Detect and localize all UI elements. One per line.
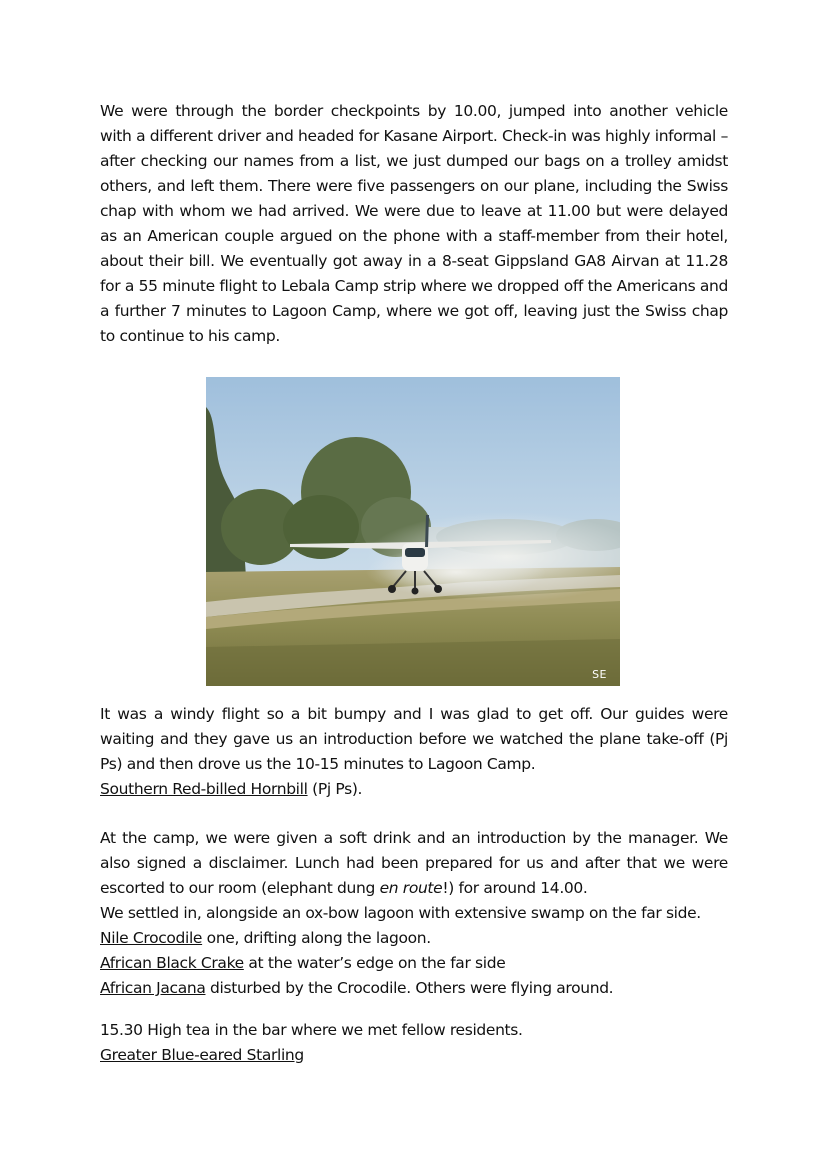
camp-text-italic: en route <box>379 879 443 897</box>
species-link-jacana[interactable]: African Jacana <box>100 979 206 997</box>
croc-note: one, drifting along the lagoon. <box>202 929 431 947</box>
jacana-note: disturbed by the Crocodile. Others were flying around. <box>205 979 614 997</box>
crake-note: at the water’s edge on the far side <box>243 954 506 972</box>
camp-text-a: At the camp, we were given a soft drink and an introduction by the manager. We also signed a disclaimer. Lunch had been prepared for us and after that we were escorted to our room (elephant dung <box>100 829 728 897</box>
airstrip-photo <box>206 377 620 686</box>
tea-line: 15.30 High tea in the bar where we met fellow residents. <box>100 1021 523 1039</box>
photo-credit: SE <box>592 668 607 681</box>
paragraph-airport-flight: We were through the border checkpoints by 10.00, jumped into another vehicle with a different driver and headed for Kasane Airport. Check-in was highly informal – after checking our names from a list, we just dumped our bags on a trolley amidst others, and left them. There were five passengers on our plane, including the Swiss chap with whom we had arrived. We were due to leave at 11.00 but were delayed as an American couple argued on the phone with a staff-member from their hotel, about their bill. We eventually got away in a 8-seat Gippsland GA8 Airvan at 11.28 for a 55 minute flight to Lebala Camp strip where we dropped off the Americans and a further 7 minutes to Lagoon Camp, where we got off, leaving just the Swiss chap to continue to his camp. <box>100 102 728 345</box>
species-link-starling[interactable]: Greater Blue-eared Starling <box>100 1046 304 1064</box>
settled-line: We settled in, alongside an ox-bow lagoon with extensive swamp on the far side. <box>100 904 701 922</box>
airplane-photo-illustration <box>206 377 620 686</box>
arrival-text: It was a windy flight so a bit bumpy and I was glad to get off. Our guides were waiting and they gave us an introduction before we watched the plane take-off (Pj Ps) and then drove us the 10-15 minutes to Lagoon Camp. <box>100 705 728 773</box>
species-link-hornbill[interactable]: Southern Red-billed Hornbill <box>100 780 308 798</box>
species-link-crocodile[interactable]: Nile Crocodile <box>100 929 203 947</box>
paragraph-arrival <box>100 702 728 802</box>
paragraph-high-tea <box>100 1018 728 1068</box>
hornbill-note: (Pj Ps). <box>307 780 363 798</box>
species-link-crake[interactable]: African Black Crake <box>100 954 244 972</box>
paragraph-camp <box>100 826 728 1001</box>
camp-text-b: !) for around 14.00. <box>442 879 588 897</box>
